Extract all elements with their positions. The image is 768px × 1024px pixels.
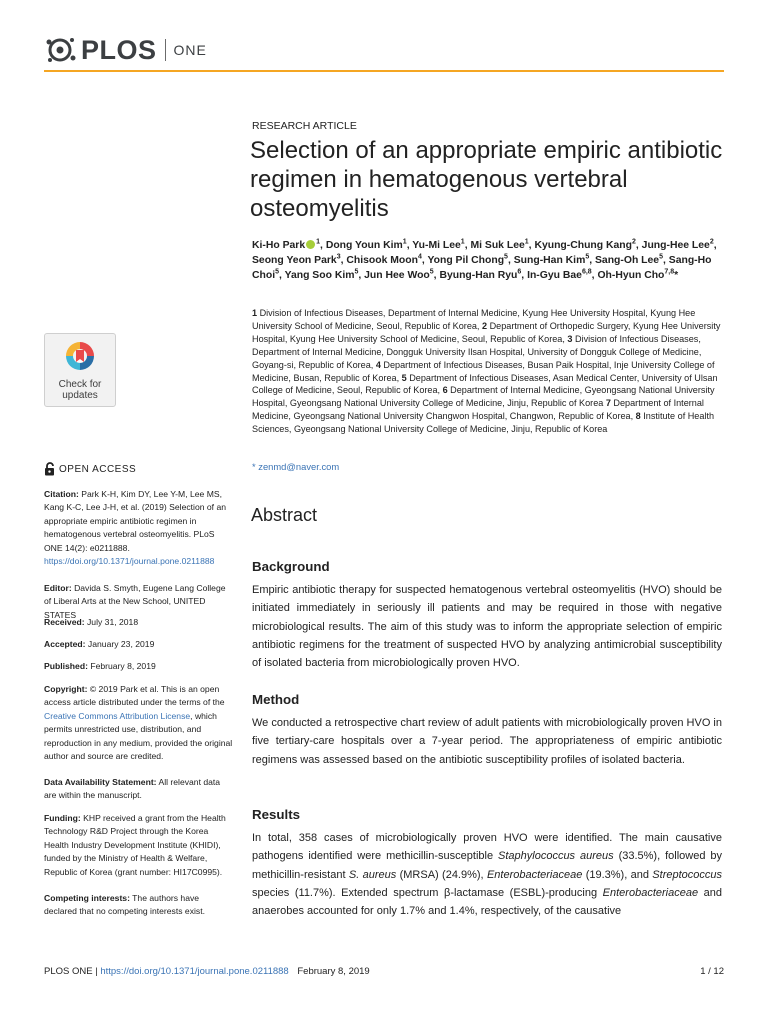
editor-label: Editor:	[44, 583, 72, 593]
competing-interests-block	[44, 892, 234, 919]
corresponding-email-link[interactable]: * zenmd@naver.com	[252, 461, 340, 472]
citation-label: Citation:	[44, 489, 79, 499]
abstract-heading: Abstract	[251, 505, 318, 525]
method-text: We conducted a retrospective chart review of adult patients with microbiologically proven HVO in five tertiary-care hospitals over a 7-year period. The appropriateness of empiric antibiotic regimens was assessed based on the antibiotic susceptibility profiles of isolated bacteria.	[252, 717, 722, 766]
accepted-date: January 23, 2019	[85, 639, 155, 649]
license-link[interactable]: Creative Commons Attribution License	[44, 710, 191, 721]
affiliation-text: Department of Internal Medicine, Gyeongsang National University Changwon Hospital, Changwon, Republic of Korea,	[252, 398, 704, 422]
author-affiliation-marker: 5	[659, 253, 663, 261]
affiliation-number: 2	[482, 320, 488, 331]
species-name: S. aureus	[348, 868, 397, 881]
copyright-text: © 2019 Park et al. This is an open access article distributed under the terms of the	[44, 684, 225, 708]
published-block	[44, 660, 234, 673]
affiliation-number: 6	[442, 385, 448, 396]
affiliation-text: Institute of Health Sciences, Gyeongsang National University College of Medicine, Jinju, Republic of Korea	[252, 411, 715, 435]
affiliation-number: 1	[252, 308, 258, 318]
corresponding-author-marker: *	[674, 270, 679, 282]
background-text: Empiric antibiotic therapy for suspected hematogenous vertebral osteomyelitis (HVO) should be initiated immediately in seriously ill patients and may be required in those with negative microbiological results. The aim of this study was to inform the appropriate selection of empiric antibiotic regimens for the treatment of suspected HVO by analyzing antimicrobial susceptibility of isolated bacteria from microbiologically proven HVO.	[252, 584, 722, 670]
author-name: Seong Yeon Park	[252, 255, 337, 267]
results-text	[252, 829, 722, 920]
article-type-label: RESEARCH ARTICLE	[252, 120, 357, 132]
author-name: Sang-Oh Lee	[595, 255, 660, 267]
open-lock-icon	[44, 462, 55, 476]
check-updates-label: Check for updates	[58, 379, 102, 401]
affiliation-number: 7	[605, 398, 611, 409]
affiliation-number: 5	[401, 372, 407, 383]
plos-wordmark: PLOS	[81, 34, 157, 65]
accepted-block	[44, 638, 234, 651]
author-name: Kyung-Chung Kang	[534, 240, 632, 251]
author-name: Sang-Ho Choi	[252, 255, 712, 282]
plos-logo-icon	[44, 34, 78, 66]
author-name: Byung-Han Ryu	[439, 270, 518, 282]
author-affiliation-marker: 5	[504, 253, 508, 261]
author-name: Yong Pil Chong	[427, 255, 505, 267]
affiliation-text: Department of Internal Medicine, Gyeongsang National University Hospital, Gyeongsang National University College of Medicine, Jinju, Republic of Korea	[252, 385, 715, 409]
affiliation-text: Department of Orthopedic Surgery, Kyung Hee University Hospital, Kyung Hee University School of Medicine, Seoul, Republic of Korea,	[252, 320, 721, 344]
author-affiliation-marker: 1	[402, 238, 407, 246]
copyright-text-end: , which permits unrestricted use, distribution, and reproduction in any medium, provided the original author and source are credited.	[44, 710, 233, 762]
author-affiliation-marker: 6	[517, 268, 522, 276]
author-name: Jung-Hee Lee	[641, 240, 710, 251]
results-segment: (19.3%), and	[582, 868, 653, 881]
accepted-label: Accepted:	[44, 639, 86, 649]
header-rule	[44, 70, 724, 72]
affiliation-number: 3	[567, 333, 573, 344]
competing-interests-text: The authors have declared that no competing interests exist.	[44, 893, 205, 917]
species-name: Staphylococcus aureus	[498, 850, 614, 863]
page-number: 1 / 12	[700, 966, 724, 977]
author-list: Ki-Ho Park $^1$, Dong Youn Kim$^1$, Yu-Mi Lee$^1$, Mi Suk Lee$^1$, Kyung-Chung Kang$^2$, Jung-Hee Lee$^2$, Seong Yeon Park$^3$, Chisook Moon$^4$, Yong Pil Chong$^5$, Sung-Han Kim$^5$, Sang-Oh Lee$^5$, Sang-Ho Choi$^5$, Yang Soo Kim$^5$, Jun Hee Woo$^5$, Byung-Han Ryu$^6$, In-Gyu Bae$^{6,8}$, Oh-Hyun Cho$^{7,8}$*	[252, 238, 717, 282]
affiliation-text: Division of Infectious Diseases, Department of Internal Medicine, Kyung Hee University Hospital, Kyung Hee University School of Medicine, Seoul, Republic of Korea,	[252, 308, 696, 331]
author-name: Ki-Ho Park	[252, 240, 306, 251]
received-label: Received:	[44, 617, 85, 627]
author-affiliation-marker: 6,8	[581, 268, 592, 276]
author-affiliation-marker: 5	[354, 268, 359, 276]
author-affiliation-marker: 7,8	[664, 268, 675, 276]
journal-name: ONE	[173, 42, 207, 58]
results-segment: (33.5%), followed by methicillin-resistant	[252, 850, 723, 881]
orcid-icon[interactable]	[306, 240, 315, 249]
citation-block	[44, 488, 234, 568]
data-availability-block	[44, 776, 234, 803]
footer-date: February 8, 2019	[297, 966, 370, 977]
author-name: Oh-Hyun Cho	[597, 270, 665, 282]
author-name: Mi Suk Lee	[470, 240, 525, 251]
data-availability-label: Data Availability Statement:	[44, 777, 157, 787]
competing-interests-label: Competing interests:	[44, 893, 130, 903]
data-availability-text: All relevant data are within the manuscript.	[44, 777, 221, 801]
author-name: Dong Youn Kim	[325, 240, 403, 251]
affiliation-text: Department of Infectious Diseases, Asan Medical Center, University of Ulsan College of Medicine, Seoul, Republic of Korea,	[252, 372, 718, 396]
editor-text: Davida S. Smyth, Eugene Lang College of Liberal Arts at the New School, UNITED STATES	[44, 583, 226, 620]
results-heading: Results	[252, 807, 301, 822]
results-segment: In total, 358 cases of microbiologically proven HVO were identified. The main causative pathogens identified were methicillin-susceptible	[252, 832, 722, 863]
author-affiliation-marker: 5	[275, 268, 279, 276]
background-heading: Background	[252, 559, 330, 574]
funding-text: KHP received a grant from the Health Technology R&D Project through the Korea Health Industry Development Institute (KHIDI), funded by the Ministry of Health & Welfare, Republic of Korea (grant number: HI17C0995).	[44, 813, 226, 877]
logo-divider	[165, 39, 166, 61]
open-access-label: OPEN ACCESS	[59, 463, 137, 475]
author-name: Yang Soo Kim	[284, 270, 355, 282]
crossmark-icon	[63, 339, 97, 373]
author-name: Chisook Moon	[346, 255, 418, 267]
author-name: Jun Hee Woo	[364, 270, 430, 282]
author-name: Sung-Han Kim	[513, 255, 586, 267]
species-name: Streptococcus	[652, 868, 722, 881]
affiliation-text: Division of Infectious Diseases, Department of Internal Medicine, Dongguk University Ilsan Hospital, University of Dongguk College of Medicine, Goyang-si, Republic of Korea,	[252, 333, 702, 370]
author-affiliation-marker: 3	[336, 253, 341, 261]
author-affiliation-marker: 1	[524, 238, 529, 246]
affiliation-number: 8	[635, 411, 641, 422]
citation-doi-link[interactable]: https://doi.org/10.1371/journal.pone.0211888	[44, 556, 215, 567]
funding-block	[44, 812, 234, 879]
published-date: February 8, 2019	[87, 661, 156, 671]
affiliation-text: Department of Infectious Diseases, Busan Paik Hospital, Inje University College of Medicine, Busan, Republic of Korea,	[252, 359, 715, 383]
author-affiliation-marker: 5	[429, 268, 434, 276]
affiliation-number: 4	[375, 359, 381, 370]
author-affiliation-marker: 1	[316, 238, 321, 246]
page-footer	[44, 966, 724, 977]
funding-label: Funding:	[44, 813, 81, 823]
footer-citation	[44, 966, 370, 977]
published-label: Published:	[44, 661, 88, 671]
results-segment: and anaerobes accounted for only 1.7% and 1.4%, respectively, of the causative	[252, 886, 722, 918]
check-for-updates-button[interactable]	[44, 333, 116, 407]
article-title: Selection of an appropriate empiric antibiotic regimen in hematogenous vertebral osteomyelitis	[250, 137, 723, 222]
author-name: Yu-Mi Lee	[412, 240, 461, 251]
author-name: In-Gyu Bae	[527, 270, 582, 282]
results-segment: species (11.7%). Extended spectrum β-lactamase (ESBL)-producing	[252, 886, 603, 899]
results-segment: (MRSA) (24.9%),	[396, 868, 487, 881]
footer-journal: PLOS ONE	[44, 966, 93, 977]
author-affiliation-marker: 4	[417, 253, 422, 261]
citation-text: Park K-H, Kim DY, Lee Y-M, Lee MS, Kang K-C, Lee J-H, et al. (2019) Selection of an appropriate empiric antibiotic regimen in hematogenous vertebral osteomyelitis. PLoS ONE 14(2): e0211888.	[44, 489, 227, 553]
received-block	[44, 616, 234, 629]
author-affiliation-marker: 2	[631, 238, 636, 246]
author-affiliation-marker: 5	[585, 253, 590, 261]
received-date: July 31, 2018	[84, 617, 139, 627]
plos-logo[interactable]	[44, 34, 207, 66]
species-name: Enterobacteriaceae	[486, 868, 583, 881]
footer-separator: |	[92, 966, 101, 977]
footer-doi-link[interactable]: https://doi.org/10.1371/journal.pone.0211888	[100, 966, 289, 977]
method-heading: Method	[252, 692, 300, 707]
open-access-badge	[44, 462, 136, 476]
author-affiliation-marker: 2	[709, 238, 714, 246]
affiliation-list	[252, 307, 727, 436]
species-name: Enterobacteriaceae	[602, 886, 699, 899]
copyright-block	[44, 683, 234, 763]
author-affiliation-marker: 1	[460, 238, 465, 246]
copyright-label: Copyright:	[44, 684, 88, 694]
